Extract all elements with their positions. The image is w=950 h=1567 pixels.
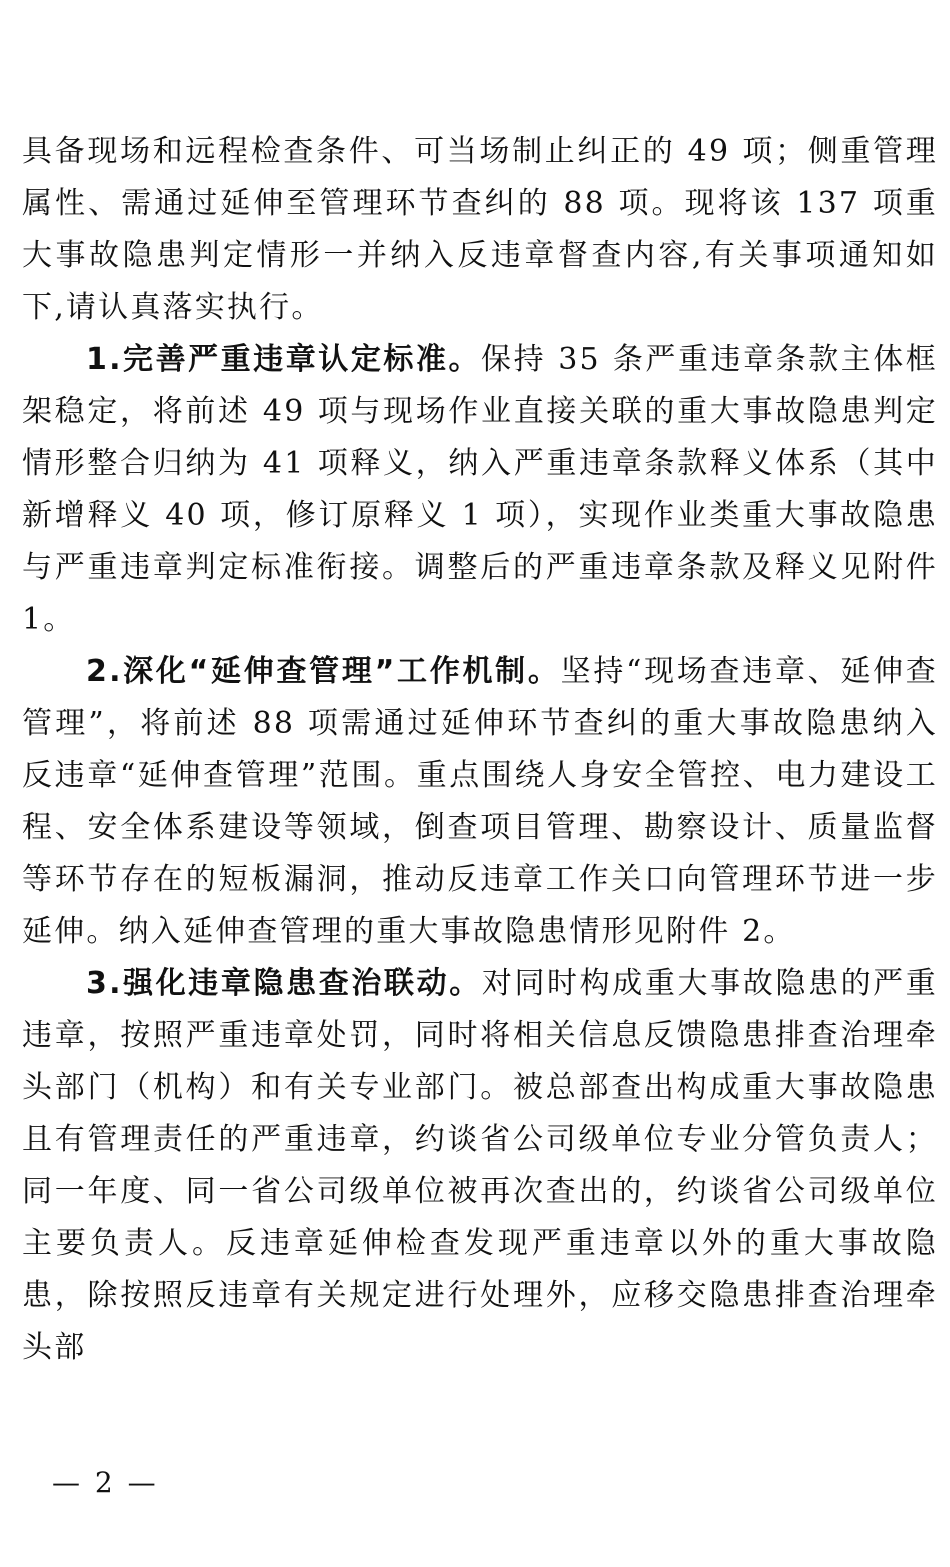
paragraph-item-1 bbox=[22, 334, 938, 646]
paragraph-heading: 3.强化违章隐患查治联动。 bbox=[86, 966, 482, 1001]
paragraph-heading: 1.完善严重违章认定标准。 bbox=[86, 342, 482, 377]
page-number: — 2 — bbox=[52, 1466, 159, 1499]
paragraph-item-3 bbox=[22, 958, 938, 1374]
paragraph-item-2 bbox=[22, 646, 938, 958]
paragraph-text: 具备现场和远程检查条件、可当场制止纠正的 49 项；侧重管理属性、需通过延伸至管理环节查纠的 88 项。现将该 137 项重大事故隐患判定情形一并纳入反违章督查内容,有关事项通知如下,请认真落实执行。 bbox=[22, 134, 938, 325]
paragraph-text: 对同时构成重大事故隐患的严重违章，按照严重违章处罚，同时将相关信息反馈隐患排查治理牵头部门（机构）和有关专业部门。被总部查出构成重大事故隐患且有管理责任的严重违章，约谈省公司级单位专业分管负责人；同一年度、同一省公司级单位被再次查出的，约谈省公司级单位主要负责人。反违章延伸检查发现严重违章以外的重大事故隐患，除按照反违章有关规定进行处理外，应移交隐患排查治理牵头部 bbox=[22, 966, 938, 1365]
paragraph-intro-continuation bbox=[22, 126, 938, 334]
paragraph-heading: 2.深化“延伸查管理”工作机制。 bbox=[86, 654, 561, 689]
paragraph-text: 保持 35 条严重违章条款主体框架稳定，将前述 49 项与现场作业直接关联的重大事故隐患判定情形整合归纳为 41 项释义，纳入严重违章条款释义体系（其中新增释义 40 项，修订原释义 1 项），实现作业类重大事故隐患与严重违章判定标准衔接。调整后的严重违章条款及释义见附件 1。 bbox=[22, 342, 939, 637]
document-body bbox=[22, 126, 938, 1374]
paragraph-text: 坚持“现场查违章、延伸查管理”，将前述 88 项需通过延伸环节查纠的重大事故隐患纳入反违章“延伸查管理”范围。重点围绕人身安全管控、电力建设工程、安全体系建设等领域，倒查项目管理、勘察设计、质量监督等环节存在的短板漏洞，推动反违章工作关口向管理环节进一步延伸。纳入延伸查管理的重大事故隐患情形见附件 2。 bbox=[22, 654, 938, 949]
